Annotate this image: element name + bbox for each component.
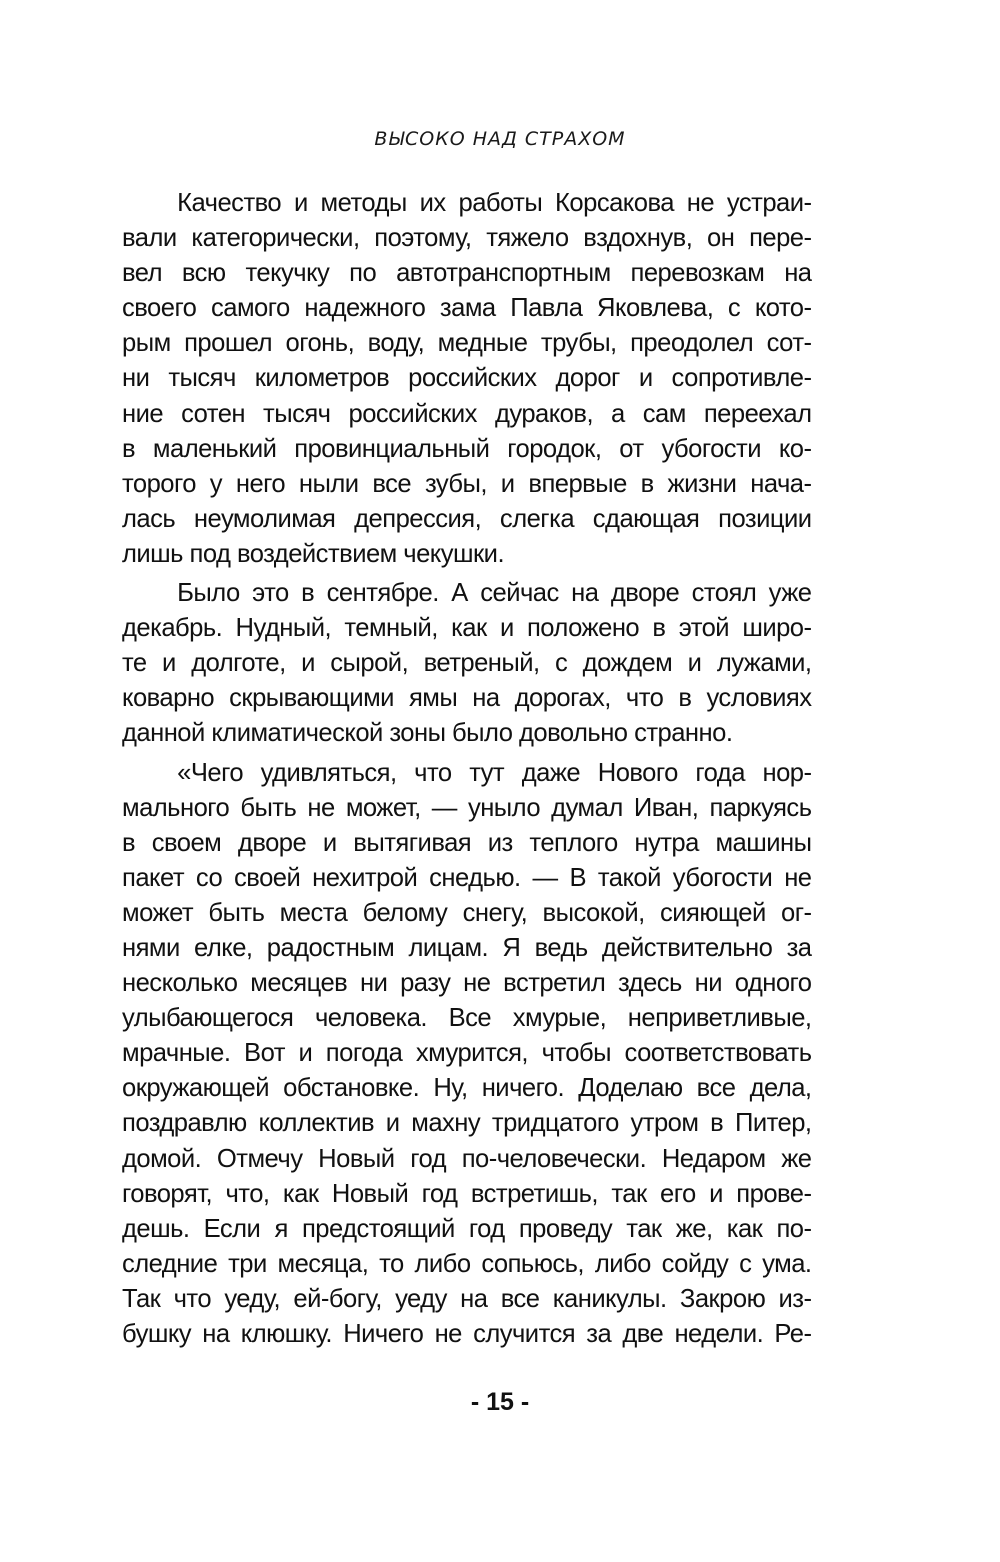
text-line: коварно скрывающими ямы на дорогах, что в условиях bbox=[122, 682, 812, 713]
text-line: «Чего удивляться, что тут даже Нового года нор- bbox=[177, 756, 812, 787]
text-line: домой. Отмечу Новый год по-человечески. Недаром же bbox=[122, 1142, 812, 1173]
text-line: может быть места белому снегу, высокой, сияющей ог- bbox=[122, 896, 812, 927]
text-line: окружающей обстановке. Ну, ничего. Доделаю все дела, bbox=[122, 1072, 812, 1103]
body-text bbox=[122, 185, 822, 1351]
text-line: вел всю текучку по автотранспортным перевозкам на bbox=[122, 257, 812, 288]
paragraph bbox=[122, 755, 822, 1352]
paragraph bbox=[122, 575, 822, 750]
page-number: - 15 - bbox=[470, 1388, 530, 1416]
text-line: мального быть не может, — уныло думал Иван, паркуясь bbox=[122, 791, 812, 822]
text-line: вали категорически, поэтому, тяжело вздохнув, он пере- bbox=[122, 222, 812, 253]
text-line: в маленький провинциальный городок, от убогости ко- bbox=[122, 432, 812, 463]
text-line: мрачные. Вот и погода хмурится, чтобы соответствовать bbox=[122, 1037, 812, 1068]
text-line: говорят, что, как Новый год встретишь, так его и прове- bbox=[122, 1177, 812, 1208]
text-line: торого у него ныли все зубы, и впервые в жизни нача- bbox=[122, 467, 812, 498]
text-line: поздравлю коллектив и махну тридцатого утром в Питер, bbox=[122, 1107, 812, 1138]
text-line: дешь. Если я предстоящий год проведу так же, как по- bbox=[122, 1212, 812, 1243]
text-line: Было это в сентябре. А сейчас на дворе стоял уже bbox=[177, 577, 812, 608]
text-line: ни тысяч километров российских дорог и сопротивле- bbox=[122, 362, 812, 393]
text-line: Так что уеду, ей-богу, уеду на все каникулы. Закрою из- bbox=[122, 1282, 812, 1313]
text-line: лась неумолимая депрессия, слегка сдающая позиции bbox=[122, 502, 812, 533]
text-line: в своем дворе и вытягивая из теплого нутра машины bbox=[122, 826, 812, 857]
text-line: пакет со своей нехитрой снедью. — В такой убогости не bbox=[122, 861, 812, 892]
text-line: те и долготе, и сырой, ветреный, с дождем и лужами, bbox=[122, 647, 812, 678]
text-line: рым прошел огонь, воду, медные трубы, преодолел сот- bbox=[122, 327, 812, 358]
text-line: несколько месяцев ни разу не встретил здесь ни одного bbox=[122, 967, 812, 998]
text-line: данной климатической зоны было довольно странно. bbox=[122, 717, 733, 748]
text-line: лишь под воздействием чекушки. bbox=[122, 537, 505, 568]
running-header: ВЫСОКО НАД СТРАХОМ bbox=[374, 128, 626, 150]
text-line: декабрь. Нудный, темный, как и положено в этой широ- bbox=[122, 612, 812, 643]
text-line: нями елке, радостным лицам. Я ведь действительно за bbox=[122, 931, 812, 962]
text-line: Качество и методы их работы Корсакова не устраи- bbox=[177, 187, 812, 217]
text-line: улыбающегося человека. Все хмурые, неприветливые, bbox=[122, 1002, 812, 1033]
paragraph bbox=[122, 185, 822, 571]
text-line: бушку на клюшку. Ничего не случится за две недели. Ре- bbox=[122, 1318, 812, 1348]
text-line: своего самого надежного зама Павла Яковлева, с кото- bbox=[122, 292, 812, 323]
text-line: следние три месяца, то либо сопьюсь, либо сойду с ума. bbox=[122, 1247, 812, 1278]
text-line: ние сотен тысяч российских дураков, а сам переехал bbox=[122, 397, 812, 428]
